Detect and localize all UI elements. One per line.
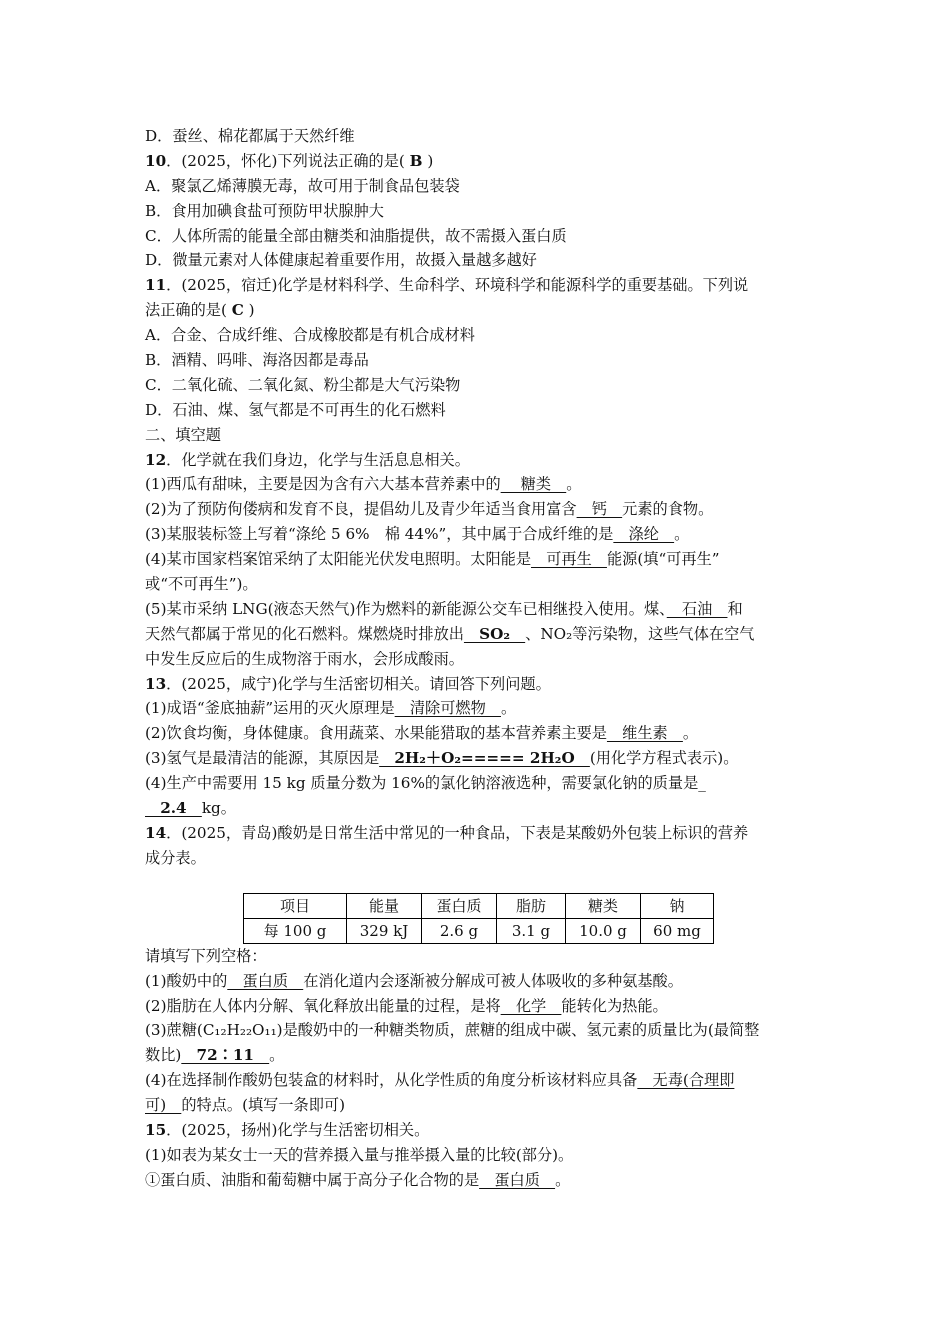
- q10-option-b: B．食用加碘食盐可预防甲状腺肿大: [145, 201, 384, 220]
- table-cell: 3.1 g: [497, 918, 566, 943]
- q14-stem-line2: 成分表。: [145, 848, 206, 867]
- nutrition-table: [243, 893, 714, 944]
- q14-part1-answer: 蛋白质: [227, 971, 304, 990]
- q12-part1-text: (1)西瓜有甜味，主要是因为含有六大基本营养素中的: [145, 475, 501, 494]
- q12-number: 12: [145, 450, 167, 469]
- q12-part5-answer1: 石油: [666, 599, 728, 618]
- q12-part1-end: 。: [566, 475, 582, 494]
- q11-option-b: B．酒精、吗啡、海洛因都是毒品: [145, 351, 369, 370]
- table-header-cell: 糖类: [566, 893, 641, 918]
- q14-stem-text: ．(2025，青岛)酸奶是日常生活中常见的一种食品，下表是某酸奶外包装上标识的营养: [166, 823, 749, 842]
- table-header-cell: 能量: [347, 893, 422, 918]
- q12-part5-answer2: SO₂: [463, 624, 526, 643]
- q10-option-a: A．聚氯乙烯薄膜无毒，故可用于制食品包装袋: [145, 176, 460, 195]
- q12-part2-end: 元素的食物。: [622, 500, 714, 519]
- q12-part5-text: (5)某市采纳 LNG(液态天然气)作为燃料的新能源公交车已相继投入使用。煤、: [145, 599, 667, 618]
- q14-part4-line2: [145, 1093, 810, 1118]
- q12-part3: [145, 522, 810, 547]
- q13-part3-answer: 2H₂＋O₂===== 2H₂O: [379, 749, 590, 768]
- table-row: [244, 918, 714, 943]
- q14-part1: [145, 969, 810, 994]
- q14-stem: [145, 821, 810, 846]
- q13-part4-end: kg。: [201, 799, 236, 818]
- q12-part5-line2: [145, 622, 810, 647]
- table-cell: 每 100 g: [244, 918, 347, 943]
- q14-part3-line2: [145, 1043, 810, 1068]
- q11-answer: C: [231, 301, 244, 320]
- q12-part3-answer: 涤纶: [613, 525, 675, 544]
- q10-option-c: C．人体所需的能量全部由糖类和油脂提供，故不需摄入蛋白质: [145, 226, 567, 245]
- q13-part3-end: (用化学方程式表示)。: [589, 749, 739, 768]
- q15-number: 15: [145, 1120, 167, 1139]
- q15-stem-text: ．(2025，扬州)化学与生活密切相关。: [166, 1120, 430, 1139]
- q9-option-d: D．蚕丝、棉花都属于天然纤维: [145, 127, 355, 145]
- q14-part4-text: (4)在选择制作酸奶包装盒的材料时，从化学性质的角度分析该材料应具备: [145, 1071, 638, 1090]
- q11-stem: [145, 273, 810, 298]
- q12-part5: [145, 597, 810, 622]
- q15-part1: (1)如表为某女士一天的营养摄入量与推举摄入量的比较(部分)。: [145, 1145, 574, 1164]
- q13-part1: [145, 696, 810, 721]
- q11-option-a: A．合金、合成纤维、合成橡胶都是有机合成材料: [145, 326, 475, 345]
- q15-sub1-text: ①蛋白质、油脂和葡萄糖中属于高分子化合物的是: [145, 1170, 480, 1189]
- q12-part4-text: (4)某市国家档案馆采纳了太阳能光伏发电照明。太阳能是: [145, 550, 532, 569]
- q12-part3-end: 。: [674, 525, 690, 544]
- q12-stem: [145, 448, 810, 473]
- q13-part2-text: (2)饮食均衡，身体健康。食用蔬菜、水果能猎取的基本营养素主要是: [145, 724, 607, 743]
- q12-part5-line3: 中发生反应后的生成物溶于雨水，会形成酸雨。: [145, 649, 464, 668]
- q10-stem-close: ): [427, 151, 434, 170]
- q15-stem: [145, 1118, 810, 1143]
- q13-number: 13: [145, 674, 167, 693]
- q11-option-c: C．二氧化硫、二氧化氮、粉尘都是大气污染物: [145, 375, 461, 394]
- q10-number: 10: [145, 151, 167, 170]
- q10-stem-text: ．(2025，怀化)下列说法正确的是(: [166, 151, 405, 170]
- q12-part1: [145, 472, 810, 497]
- q13-part4-answer: 2.4: [145, 799, 202, 818]
- q13-part4: (4)生产中需要用 15 kg 质量分数为 16%的氯化钠溶液选种，需要氯化钠的质量是_: [145, 774, 706, 793]
- q14-part3: (3)蔗糖(C₁₂H₂₂O₁₁)是酸奶中的一种糖类物质，蔗糖的组成中碳、氢元素的质量比为(最简整: [145, 1021, 760, 1040]
- q12-part4: [145, 547, 810, 572]
- q11-stem-text: ．(2025，宿迁)化学是材料科学、生命科学、环境科学和能源科学的重要基础。下列说: [166, 276, 749, 295]
- q14-number: 14: [145, 823, 167, 842]
- q13-part2-end: 。: [682, 724, 699, 743]
- q13-part2: [145, 721, 810, 746]
- q12-part5-end: 和: [727, 599, 743, 618]
- q12-part2: [145, 497, 810, 522]
- q14-part4-answer-cont: 可): [145, 1096, 182, 1115]
- q12-part2-answer: 钙: [576, 500, 623, 519]
- q11-number: 11: [145, 276, 167, 295]
- q13-stem-text: ．(2025，咸宁)化学与生活密切相关。请回答下列问题。: [166, 674, 551, 693]
- table-header-cell: 脂肪: [497, 893, 566, 918]
- table-header-cell: 钠: [641, 893, 714, 918]
- q12-part5-text3: 、NO₂等污染物，这些气体在空气: [525, 624, 755, 643]
- document-page: [145, 124, 810, 1193]
- q13-part1-answer: 清除可燃物: [394, 699, 501, 718]
- q13-part4-line2: [145, 796, 810, 821]
- q14-part4: [145, 1068, 810, 1093]
- q14-part3-text2: 数比): [145, 1046, 182, 1065]
- q15-sub1-answer: 蛋白质: [479, 1170, 556, 1189]
- q14-part2: [145, 994, 810, 1019]
- q13-part1-end: 。: [500, 699, 517, 718]
- table-cell: 60 mg: [641, 918, 714, 943]
- q12-part4-answer: 可再生: [531, 550, 607, 569]
- table-cell: 2.6 g: [422, 918, 497, 943]
- q11-option-d: D．石油、煤、氢气都是不可再生的化石燃料: [145, 400, 446, 419]
- section-heading: 二、填空题: [145, 425, 221, 444]
- q12-part5-text2: 天然气都属于常见的化石燃料。煤燃烧时排放出: [145, 624, 464, 643]
- q11-stem-close: ): [248, 301, 255, 320]
- q15-sub1: [145, 1168, 810, 1193]
- q10-answer: B: [409, 151, 423, 170]
- q12-part3-text: (3)某服装标签上写着“涤纶 5 6% 棉 44%”，其中属于合成纤维的是: [145, 525, 614, 544]
- q14-part3-answer: 72∶11: [181, 1046, 270, 1065]
- q13-part3-text: (3)氢气是最清洁的能源，其原因是: [145, 749, 380, 768]
- q13-part3: [145, 746, 810, 771]
- q15-sub1-end: 。: [555, 1170, 571, 1189]
- table-cell: 10.0 g: [566, 918, 641, 943]
- q13-part2-answer: 维生素: [606, 724, 683, 743]
- q14-part4-answer: 无毒(合理即: [637, 1071, 735, 1090]
- q12-part1-answer: 糖类: [500, 475, 567, 494]
- q11-stem-text2: 法正确的是(: [145, 301, 227, 320]
- table-header-cell: 蛋白质: [422, 893, 497, 918]
- q10-option-d: D．微量元素对人体健康起着重要作用，故摄入量越多越好: [145, 251, 537, 270]
- q12-part2-text: (2)为了预防佝偻病和发育不良，提倡幼儿及青少年适当食用富含: [145, 500, 577, 519]
- q13-stem: [145, 672, 810, 697]
- table-header-cell: 项目: [244, 893, 347, 918]
- q14-part1-end: 在消化道内会逐渐被分解成可被人体吸收的多种氨基酸。: [303, 971, 683, 990]
- q12-part4-end: 能源(填“可再生”: [606, 550, 720, 569]
- q12-stem-text: ．化学就在我们身边，化学与生活息息相关。: [166, 450, 470, 469]
- q13-part1-text: (1)成语“釜底抽薪”运用的灭火原理是: [145, 699, 395, 718]
- q14-fill-intro: 请填写下列空格：: [145, 946, 267, 965]
- q11-stem-line2: [145, 298, 810, 323]
- table-header-row: [244, 893, 714, 918]
- q14-part2-answer: 化学: [500, 996, 562, 1015]
- q14-part3-end: 。: [269, 1046, 285, 1065]
- table-cell: 329 kJ: [347, 918, 422, 943]
- q14-part2-end: 能转化为热能。: [561, 996, 668, 1015]
- q14-part2-text: (2)脂肪在人体内分解、氧化释放出能量的过程，是将: [145, 996, 501, 1015]
- q12-part4-line2: 或“不可再生”)。: [145, 575, 258, 594]
- q14-part4-end: 的特点。(填写一条即可): [181, 1096, 346, 1115]
- q14-part1-text: (1)酸奶中的: [145, 971, 228, 990]
- q10-stem: [145, 149, 810, 174]
